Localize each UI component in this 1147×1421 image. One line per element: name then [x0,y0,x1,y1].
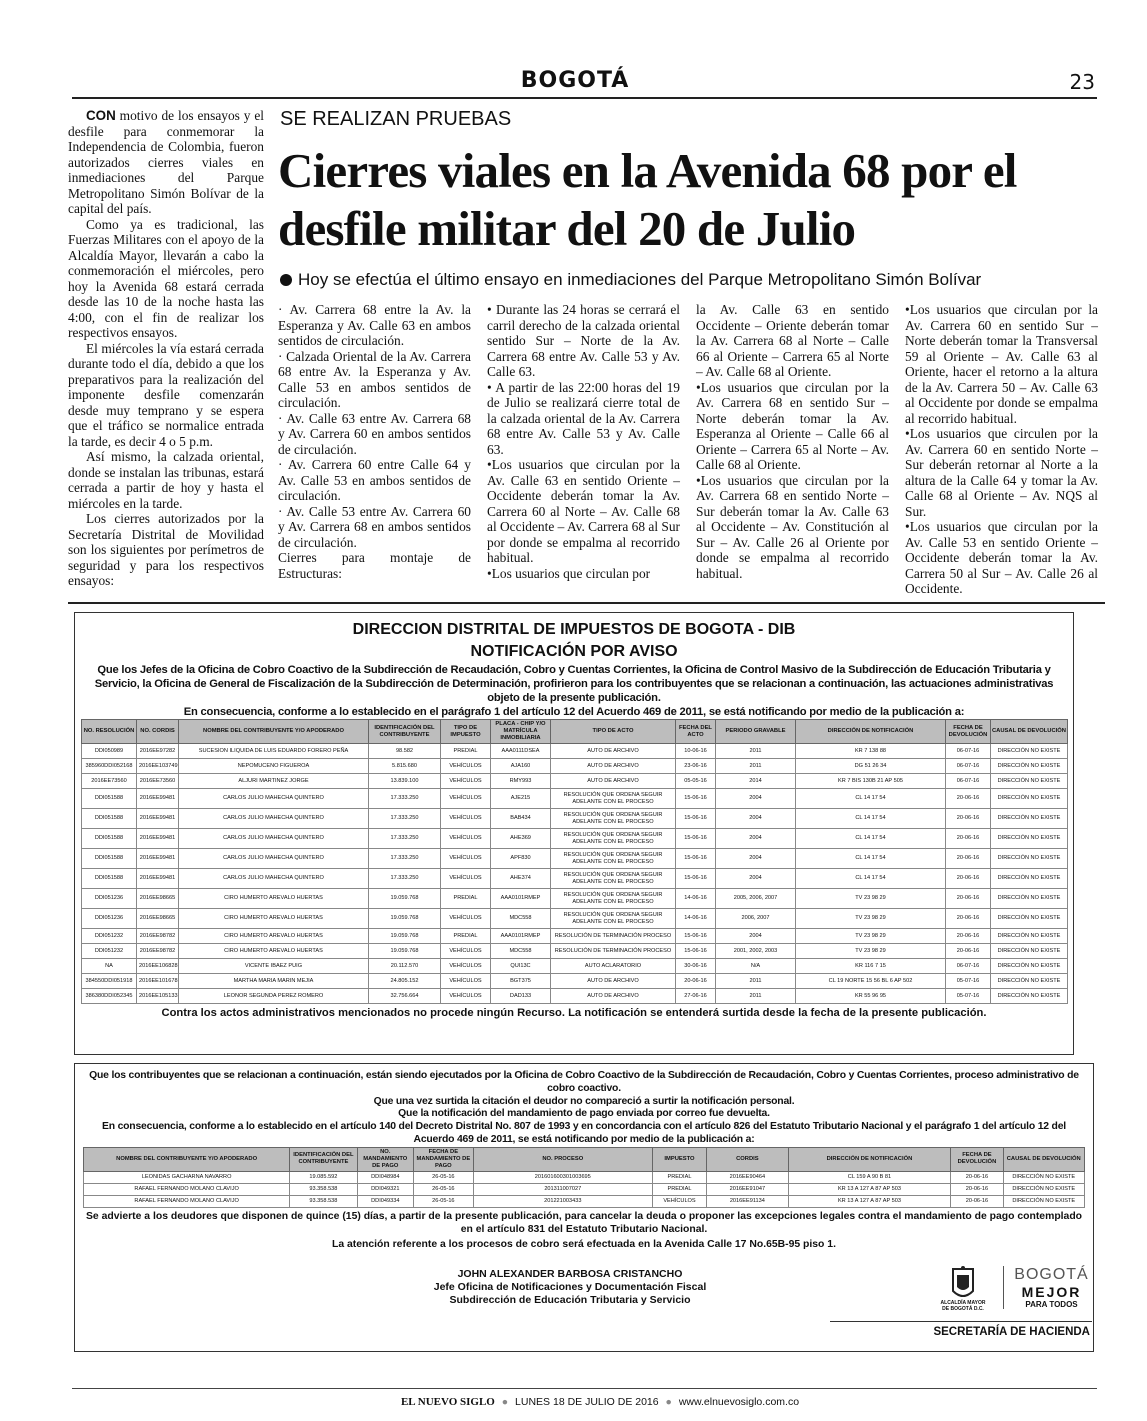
table-cell: 2016EE98782 [137,929,179,944]
column-header: IMPUESTO [652,1147,706,1171]
table-cell: CL 159 A 90 B 81 [788,1171,951,1183]
table-cell: CIRO HUMERTO AREVALO HUERTAS [179,944,369,959]
table-row [82,869,1068,889]
column-header: CAUSAL DE DEVOLUCIÓN [991,720,1068,744]
notice-paragraph: Que los Jefes de la Oficina de Cobro Coactivo de la Subdirección de Recaudación, Cobro y Cuentas Corrientes, la Oficina de Control Masivo de la Subdirección de Educación Tributaria y Servicio, la Oficina de General de Fiscalización de la Subdirección de Determinación, profirieron para los contribuyentes que se relacionan a continuación, las actuaciones administrativas objeto de la presente publicación. [94,664,1054,704]
table-cell: AUTO DE ARCHIVO [551,759,676,774]
table-cell: DDI048984 [357,1171,413,1183]
table-cell: DIRECCIÓN NO EXISTE [991,989,1068,1004]
table-cell: 2016EE98665 [137,889,179,909]
table-cell: VEHÍCULOS [441,759,491,774]
article-subhead: Hoy se efectúa el último ensayo en inmediaciones del Parque Metropolitano Simón Bolívar [280,270,1100,290]
column-header: NO. PROCESO [473,1147,652,1171]
table-cell: 93.358.538 [290,1195,357,1207]
table-cell: VEHÍCULOS [441,809,491,829]
table-cell: VEHÍCULOS [441,974,491,989]
table-cell: 2016EE73560 [82,774,137,789]
table-row [82,889,1068,909]
table-cell: MARTHA MARIA MARIN MEJIA [179,974,369,989]
table-cell: PREDIAL [441,889,491,909]
table-cell: DDI051232 [82,944,137,959]
table-row [82,744,1068,759]
table-cell: 385960DDI052168 [82,759,137,774]
table-cell: DIRECCIÓN NO EXISTE [1003,1171,1085,1183]
table-cell: 15-06-16 [676,789,716,809]
table-cell: AUTO DE ARCHIVO [551,744,676,759]
table-cell: CARLOS JULIO MAHECHA QUINTERO [179,789,369,809]
publication-date: LUNES 18 DE JULIO DE 2016 [515,1396,659,1408]
table-row [82,789,1068,809]
left-paragraph: CON motivo de los ensayos y el desfile para conmemorar la Independencia de Colombia, fueron autorizados cierres viales en inmediaciones del Parque Metropolitano Simón Bolívar de la capital del país. [68,108,264,216]
table-cell: 2004 [716,829,796,849]
table-cell: 2014 [716,774,796,789]
table-cell: 26-05-16 [414,1183,474,1195]
table-cell: 17.333.250 [369,829,441,849]
table-cell: VEHÍCULOS [441,989,491,1004]
table-cell: AJE215 [491,789,551,809]
table-cell: 2004 [716,809,796,829]
table-cell: 2016EE99481 [137,829,179,849]
table-cell: CL 19 NORTE 15 56 BL 6 AP 502 [796,974,946,989]
separator-icon: ● [501,1396,509,1408]
table-cell: MDC558 [491,909,551,929]
table-row [82,829,1068,849]
table-cell: 05-07-16 [946,989,991,1004]
column-header: NO. RESOLUCIÓN [82,720,137,744]
table-cell: DIRECCIÓN NO EXISTE [991,744,1068,759]
table-cell: 2016EE99481 [137,809,179,829]
table-cell: AAA0101RMEP [491,929,551,944]
table-cell: 2016EE98782 [137,944,179,959]
notice-paragraph: Que una vez surtida la citación el deudor no compareció a surtir la notificación personal. [373,1095,795,1107]
notice-table-2 [83,1147,1085,1208]
table-cell: 2016EE105133 [137,989,179,1004]
table-cell: 15-06-16 [676,829,716,849]
body-column-2: • Durante las 24 horas se cerrará el carril derecho de la calzada oriental sentido Sur – Norte de la Av. Carrera 68 entre Av. Calle 53 y Av. Calle 63. • A partir de las 22:00 horas del 19 de Julio se realizará cierre total de la calzada oriental de la Av. Carrera 68 entre Av. Calle 53 y Av. Calle 63. •Los usuarios que circulan por la Av. Calle 63 en sentido Oriente – Occidente deberán tomar la Av. Carrera 60 al Norte – Av. Calle 68 al Occidente – Av. Carrera 68 al Sur por donde se empalma al recorrido habitual. •Los usuarios que circulan por [487,302,680,581]
table-cell: 14-06-16 [676,909,716,929]
column-header: FECHA DE MANDAMIENTO DE PAGO [414,1147,474,1171]
table-cell: 20-06-16 [951,1183,1003,1195]
notice-paragraph: Que los contribuyentes que se relacionan a continuación, están siendo ejecutados por la Oficina de Cobro Coactivo de la Subdirección de Recaudación, Cobro y Cuentas Corrientes, proceso administrativo de cobro coactivo. [89,1070,1079,1094]
left-paragraph: El miércoles la vía estará cerrada durante todo el día, debido a que los preparativos para la realización del imponente desfile comenzarán desde muy temprano y se espera que el tráfico se normalice entrada la tarde, es decir 4 o 5 p.m. [68,340,264,449]
table-cell: 5.815.680 [369,759,441,774]
table-cell: CARLOS JULIO MAHECHA QUINTERO [179,829,369,849]
table-cell: TV 23 98 29 [796,929,946,944]
table-cell: KR 7 BIS 130B 21 AP 505 [796,774,946,789]
table-cell: 14-06-16 [676,889,716,909]
table-cell: DIRECCIÓN NO EXISTE [991,829,1068,849]
body-column-4: •Los usuarios que circulan por la Av. Carrera 60 en sentido Sur – Norte deberán tomar la Transversal 59 al Oriente – Av. Calle 63 al Oriente, hacer el retorno a la altura de la Av. Carrera 50 – Av. Calle 63 al Occidente por donde se empalma al recorrido habitual. •Los usuarios que circulen por la Av. Carrera 60 en sentido Norte – Sur deberán retornar al Norte a la altura de la Calle 64 y tomar la Av. Calle 68 al Oriente – Av. NQS al Sur. •Los usuarios que circulan por la Av. Calle 53 en sentido Oriente – Occidente deberán tomar la Av. Carrera 50 al Sur – Av. Calle 26 al Occidente. [905,302,1098,596]
table-cell: DAD133 [491,989,551,1004]
table-cell: CL 14 17 54 [796,849,946,869]
table-cell: 19.085.592 [290,1171,357,1183]
table-cell: LEONOR SEGUNDA PEREZ ROMERO [179,989,369,1004]
table-cell: RESOLUCIÓN QUE ORDENA SEGUIR ADELANTE CON EL PROCESO [551,809,676,829]
table-cell: 2005, 2006, 2007 [716,889,796,909]
table-cell: 2004 [716,789,796,809]
table-cell: TV 23 98 29 [796,944,946,959]
table-cell: QUI13C [491,959,551,974]
table-cell: 19.059.768 [369,944,441,959]
table-cell: NA [82,959,137,974]
table-cell: 20-06-16 [946,829,991,849]
table-cell: 17.333.250 [369,809,441,829]
table-cell: 2016EE98665 [137,909,179,929]
table-cell: 2016EE106828 [137,959,179,974]
table-cell: DDI051588 [82,869,137,889]
table-cell: RESOLUCIÓN DE TERMINACIÓN PROCESO [551,944,676,959]
table-cell: 2016EE97282 [137,744,179,759]
table-cell: 2016EE73560 [137,774,179,789]
table-cell: VEHÍCULOS [441,829,491,849]
table-cell: DIRECCIÓN NO EXISTE [991,809,1068,829]
table-cell: LEONIDAS GACHARNA NAVARRO [84,1171,290,1183]
table-row [82,944,1068,959]
table-row [84,1171,1085,1183]
table-cell: 06-07-16 [946,774,991,789]
table-cell: 2016EE99481 [137,869,179,889]
table-cell: 15-06-16 [676,929,716,944]
signatory-title: Jefe Oficina de Notificaciones y Documentación Fiscal [433,1281,707,1293]
table-cell: CL 14 17 54 [796,829,946,849]
table-cell: 26-05-16 [414,1195,474,1207]
column-header: CORDIS [707,1147,788,1171]
table-cell: N/A [716,959,796,974]
table-cell: MDC558 [491,944,551,959]
column-header: CAUSAL DE DEVOLUCIÓN [1003,1147,1085,1171]
table-cell: 2011 [716,759,796,774]
table-cell: 20-06-16 [946,849,991,869]
table-cell: 13.839.100 [369,774,441,789]
table-cell: AAA0111DSEA [491,744,551,759]
table-cell: 98.582 [369,744,441,759]
table-cell: DIRECCIÓN NO EXISTE [991,929,1068,944]
table-cell: NEPOMUCENO FIGUEROA [179,759,369,774]
column-header: PERIODO GRAVABLE [716,720,796,744]
table-cell: 26-05-16 [414,1171,474,1183]
notice-paragraph: En consecuencia, conforme a lo establecido en el parágrafo 1 del artículo 12 del Acuerdo 469 de 2011, se está notificando por medio de la publicación a: [183,706,965,718]
table-cell: 2016EE103749 [137,759,179,774]
table-cell: 15-06-16 [676,869,716,889]
table-cell: DIRECCIÓN NO EXISTE [991,869,1068,889]
table-cell: 20-06-16 [951,1195,1003,1207]
table-cell: RESOLUCIÓN QUE ORDENA SEGUIR ADELANTE CON EL PROCESO [551,889,676,909]
table-cell: DIRECCIÓN NO EXISTE [991,944,1068,959]
header-divider [72,97,1097,99]
table-cell: 2004 [716,929,796,944]
table-cell: CIRO HUMERTO AREVALO HUERTAS [179,929,369,944]
table-cell: 2001, 2002, 2003 [716,944,796,959]
table-cell: DIRECCIÓN NO EXISTE [991,759,1068,774]
table-cell: 2016EE101678 [137,974,179,989]
table-cell: VEHÍCULOS [441,869,491,889]
table-row [82,959,1068,974]
table-cell: 30-06-16 [676,959,716,974]
table-cell: 24.805.152 [369,974,441,989]
table-row [82,809,1068,829]
table-cell: 386380DDI052345 [82,989,137,1004]
table-cell: DDI051588 [82,809,137,829]
table-cell: DDI050989 [82,744,137,759]
table-cell: 32.756.664 [369,989,441,1004]
table-row [82,849,1068,869]
table-row [82,759,1068,774]
article-divider [68,602,1105,604]
table-cell: DIRECCIÓN NO EXISTE [1003,1183,1085,1195]
column-header: FECHA DEL ACTO [676,720,716,744]
table-cell: KR 116 7 15 [796,959,946,974]
notice-paragraph: Que la notificación del mandamiento de pago enviada por correo fue devuelta. [398,1108,770,1120]
table-cell: DDI051236 [82,909,137,929]
table-cell: RMY993 [491,774,551,789]
notice-table [81,719,1068,1004]
table-cell: AUTO DE ARCHIVO [551,774,676,789]
table-cell: VEHÍCULOS [441,774,491,789]
table-cell: 20-06-16 [946,789,991,809]
table-cell: 20-06-16 [946,869,991,889]
table-cell: DIRECCIÓN NO EXISTE [991,909,1068,929]
notice-paragraph: La atención referente a los procesos de cobro será efectuada en la Avenida Calle 17 No.65B-95 piso 1. [332,1239,836,1251]
column-header: FECHA DE DEVOLUCIÓN [951,1147,1003,1171]
table-cell: RAFAEL FERNANDO MOLANO CLAVIJO [84,1195,290,1207]
table-cell: CARLOS JULIO MAHECHA QUINTERO [179,869,369,889]
table-cell: DDI051236 [82,889,137,909]
website-url: www.elnuevosiglo.com.co [678,1396,800,1408]
table-cell: 10-06-16 [676,744,716,759]
notice-title: DIRECCION DISTRITAL DE IMPUESTOS DE BOGOTA - DIB [352,621,796,638]
signatory-name: JOHN ALEXANDER BARBOSA CRISTANCHO [457,1268,683,1280]
article-headline: Cierres viales en la Avenida 68 por el desfile militar del 20 de Julio [278,143,1017,256]
table-cell: AUTO DE ARCHIVO [551,989,676,1004]
table-cell: VEHÍCULOS [441,789,491,809]
column-header: TIPO DE IMPUESTO [441,720,491,744]
table-cell: VEHÍCULOS [441,944,491,959]
table-cell: 15-06-16 [676,849,716,869]
table-cell: DIRECCIÓN NO EXISTE [1003,1195,1085,1207]
table-cell: DDI049321 [357,1183,413,1195]
table-cell: CIRO HUMERTO AREVALO HUERTAS [179,889,369,909]
secretaria-label: SECRETARÍA DE HACIENDA [933,1326,1090,1338]
alcaldia-label: ALCALDÍA MAYOR DE BOGOTÁ D.C. [940,1300,986,1312]
table-cell: RESOLUCIÓN QUE ORDENA SEGUIR ADELANTE CON EL PROCESO [551,909,676,929]
table-cell: VEHÍCULOS [441,959,491,974]
table-cell: AUTO DE ARCHIVO [551,974,676,989]
table-cell: KR 13 A 127 A 87 AP 503 [788,1195,951,1207]
table-row [84,1183,1085,1195]
table-cell: 201311007027 [473,1183,652,1195]
table-cell: DDI051588 [82,829,137,849]
table-row [82,929,1068,944]
article-body [278,302,1098,594]
table-cell: KR 13 A 127 A 87 AP 503 [788,1183,951,1195]
table-cell: DDI051588 [82,789,137,809]
page-footer [360,1396,840,1408]
notice-subtitle: NOTIFICACIÓN POR AVISO [470,643,678,660]
table-cell: APF830 [491,849,551,869]
left-paragraph: Como ya es tradicional, las Fuerzas Militares con el apoyo de la Alcaldía Mayor, llevarán a cabo la conmemoración el miércoles, pero hoy la Avenida 68 estará cerrada desde las 10 de la noche hasta las 4:00, con el fin de realizar los respectivos ensayos. [68,216,264,340]
table-cell: 06-07-16 [946,744,991,759]
table-cell: RESOLUCIÓN QUE ORDENA SEGUIR ADELANTE CON EL PROCESO [551,829,676,849]
column-header: IDENTIFICACIÓN DEL CONTRIBUYENTE [369,720,441,744]
table-cell: 20-06-16 [951,1171,1003,1183]
table-cell: 27-06-16 [676,989,716,1004]
table-cell: 20-06-16 [946,889,991,909]
table-cell: DIRECCIÓN NO EXISTE [991,789,1068,809]
table-cell: KR 55 96 95 [796,989,946,1004]
column-header: TIPO DE ACTO [551,720,676,744]
column-header: NOMBRE DEL CONTRIBUYENTE Y/O APODERADO [179,720,369,744]
table-cell: 2006, 2007 [716,909,796,929]
newspaper-name: EL NUEVO SIGLO [400,1396,495,1408]
table-cell: 19.059.768 [369,909,441,929]
article-kicker: SE REALIZAN PRUEBAS [280,108,512,130]
table-cell: AHE369 [491,829,551,849]
body-column-3: la Av. Calle 63 en sentido Occidente – Oriente deberán tomar la Av. Carrera 68 al Norte – Calle 66 al Oriente – Carrera 65 al Norte – Av. Calle 68 al Oriente. •Los usuarios que circulan por la Av. Carrera 68 en sentido Sur – Norte deberán tomar la Av. Esperanza al Oriente – Calle 66 al Oriente – Carrera 65 al Norte – Av. Calle 68 al Oriente. •Los usuarios que circulan por la Av. Carrera 68 en sentido Norte – Sur deberán tomar la Av. Calle 63 al Occidente – Av. Constitución al Sur – Av. Calle 26 al Oriente por donde se empalma al recorrido habitual. [696,302,889,581]
footer-divider [72,1388,1097,1389]
table-cell: VEHÍCULOS [441,849,491,869]
table-cell: 15-06-16 [676,809,716,829]
table-cell: DG 51 26 34 [796,759,946,774]
table-cell: PREDIAL [441,929,491,944]
table-cell: 20-06-16 [946,944,991,959]
table-cell: 2004 [716,869,796,889]
table-cell: TV 23 98 29 [796,909,946,929]
table-cell: 20-06-16 [676,974,716,989]
table-cell: AHE374 [491,869,551,889]
table-cell: SUCESION ILIQUIDA DE LUIS EDUARDO FORERO PEÑA [179,744,369,759]
table-cell: 2016EE90464 [707,1171,788,1183]
table-cell: 20-06-16 [946,929,991,944]
table-cell: BGT375 [491,974,551,989]
signature-block [400,1268,740,1307]
table-row [82,974,1068,989]
table-cell: 20.112.570 [369,959,441,974]
column-header: DIRECCIÓN DE NOTIFICACIÓN [788,1147,951,1171]
table-cell: TV 23 98 29 [796,889,946,909]
table-row [84,1195,1085,1207]
table-row [82,909,1068,929]
table-cell: 05-07-16 [946,974,991,989]
table-cell: 06-07-16 [946,759,991,774]
table-cell: PREDIAL [652,1183,706,1195]
table-cell: DIRECCIÓN NO EXISTE [991,974,1068,989]
column-header: IDENTIFICACIÓN DEL CONTRIBUYENTE [290,1147,357,1171]
column-header: NO. MANDAMIENTO DE PAGO [357,1147,413,1171]
table-cell: CARLOS JULIO MAHECHA QUINTERO [179,809,369,829]
table-cell: 20-06-16 [946,809,991,829]
page-number: 23 [1069,70,1095,94]
table-cell: 05-05-16 [676,774,716,789]
table-cell: 2011 [716,974,796,989]
table-cell: RESOLUCIÓN QUE ORDENA SEGUIR ADELANTE CON EL PROCESO [551,849,676,869]
table-cell: RESOLUCIÓN QUE ORDENA SEGUIR ADELANTE CON EL PROCESO [551,789,676,809]
bullet-icon [280,274,292,286]
table-cell: DDI049334 [357,1195,413,1207]
table-cell: 23-06-16 [676,759,716,774]
table-cell: 20-06-16 [946,909,991,929]
bogota-mejor-logo: BOGOTÁ MEJOR PARA TODOS [1003,1266,1093,1309]
table-cell: 2016EE99481 [137,849,179,869]
table-cell: ALJURI MARTINEZ JORGE [179,774,369,789]
table-cell: CL 14 17 54 [796,809,946,829]
table-cell: KR 7 138 88 [796,744,946,759]
table-cell: AJA160 [491,759,551,774]
table-cell: 15-06-16 [676,944,716,959]
table-cell: DIRECCIÓN NO EXISTE [991,889,1068,909]
tax-notice [74,612,1074,1055]
table-cell: RAFAEL FERNANDO MOLANO CLAVIJO [84,1183,290,1195]
table-cell: AAA0101RMEP [491,889,551,909]
table-cell: CARLOS JULIO MAHECHA QUINTERO [179,849,369,869]
table-row [82,774,1068,789]
signatory-office: Subdirección de Educación Tributaria y Servicio [449,1294,691,1306]
table-cell: 17.333.250 [369,789,441,809]
table-cell: RESOLUCIÓN DE TERMINACIÓN PROCESO [551,929,676,944]
table-cell: BAB434 [491,809,551,829]
table-cell: VEHÍCULOS [652,1195,706,1207]
separator-icon: ● [665,1396,672,1408]
notice-paragraph: Se advierte a los deudores que disponen de quince (15) días, a partir de la presente publicación, para cancelar la deuda o proponer las excepciones legales contra el mandamiento de pago contemplado en el artículo 831 del Estatuto Tributario Nacional. [85,1210,1083,1235]
body-column-1: · Av. Carrera 68 entre la Av. la Esperanza y Av. Calle 63 en ambos sentidos de circulación. · Calzada Oriental de la Av. Carrera 68 entre Av. la Esperanza y Av. Calle 53 en ambos sentidos de circulación. · Av. Calle 63 entre Av. Carrera 68 y Av. Carrera 60 en ambos sentidos de circulación. · Av. Carrera 60 entre Calle 64 y Av. Calle 53 en ambos sentidos de circulación. · Av. Calle 53 entre Av. Carrera 60 y Av. Carrera 68 en ambos sentidos de circulación. Cierres para montaje de Estructuras: [278,302,471,581]
table-cell: CIRO HUMERTO AREVALO HUERTAS [179,909,369,929]
table-cell: 93.358.538 [290,1183,357,1195]
table-cell: 2016EE91134 [707,1195,788,1207]
table-cell: 17.333.250 [369,869,441,889]
table-cell: CL 14 17 54 [796,789,946,809]
column-header: NOMBRE DEL CONTRIBUYENTE Y/O APODERADO [84,1147,290,1171]
left-column [68,108,264,589]
column-header: PLACA - CHIP Y/O MATRÍCULA INMOBILIARIA [491,720,551,744]
table-cell: AUTO ACLARATORIO [551,959,676,974]
table-cell: 384550DDI051918 [82,974,137,989]
column-header: NO. CORDIS [137,720,179,744]
column-header: DIRECCIÓN DE NOTIFICACIÓN [796,720,946,744]
left-paragraph: Así mismo, la calzada oriental, donde se instalan las tribunas, estará cerrada a partir de hoy y hasta el miércoles en la tarde. [68,449,264,511]
table-cell: DIRECCIÓN NO EXISTE [991,774,1068,789]
table-cell: 2004 [716,849,796,869]
table-cell: CL 14 17 54 [796,869,946,889]
table-row [82,989,1068,1004]
table-cell: DDI051232 [82,929,137,944]
table-cell: RESOLUCIÓN QUE ORDENA SEGUIR ADELANTE CON EL PROCESO [551,869,676,889]
table-cell: DIRECCIÓN NO EXISTE [991,849,1068,869]
table-cell: 2016EE91047 [707,1183,788,1195]
table-cell: 201221003433 [473,1195,652,1207]
table-cell: 201601600301003695 [473,1171,652,1183]
table-cell: DIRECCIÓN NO EXISTE [991,959,1068,974]
table-cell: PREDIAL [441,744,491,759]
section-title: BOGOTÁ [520,68,630,93]
table-cell: 19.059.768 [369,929,441,944]
secretaria-divider [830,1321,1092,1322]
table-cell: 17.333.250 [369,849,441,869]
table-cell: 2011 [716,989,796,1004]
table-cell: 2016EE99481 [137,789,179,809]
notice-footer: Contra los actos administrativos mencionados no procede ningún Recurso. La notificación se entenderá surtida desde la fecha de la presente publicación. [161,1007,987,1019]
column-header: FECHA DE DEVOLUCIÓN [946,720,991,744]
lead-word: CON [86,108,116,123]
left-paragraph: Los cierres autorizados por la Secretaría Distrital de Movilidad son los siguientes por perímetros de seguridad y para los respectivos ensayos: [68,511,264,588]
table-cell: 06-07-16 [946,959,991,974]
table-cell: 19.059.768 [369,889,441,909]
table-cell: 2011 [716,744,796,759]
table-cell: PREDIAL [652,1171,706,1183]
table-cell: VEHÍCULOS [441,909,491,929]
table-cell: VICENTE IBAEZ PUIG [179,959,369,974]
table-cell: DDI051588 [82,849,137,869]
notice-paragraph: En consecuencia, conforme a lo establecido en el artículo 140 del Decreto Distrital No. 807 de 1993 y en concordancia con el artículo 826 del Estatuto Tributario Nacional y el parágrafo 1 del artículo 12 del Acuerdo 469 de 2011, se está notificando por medio de la publicación a: [102,1121,1066,1145]
